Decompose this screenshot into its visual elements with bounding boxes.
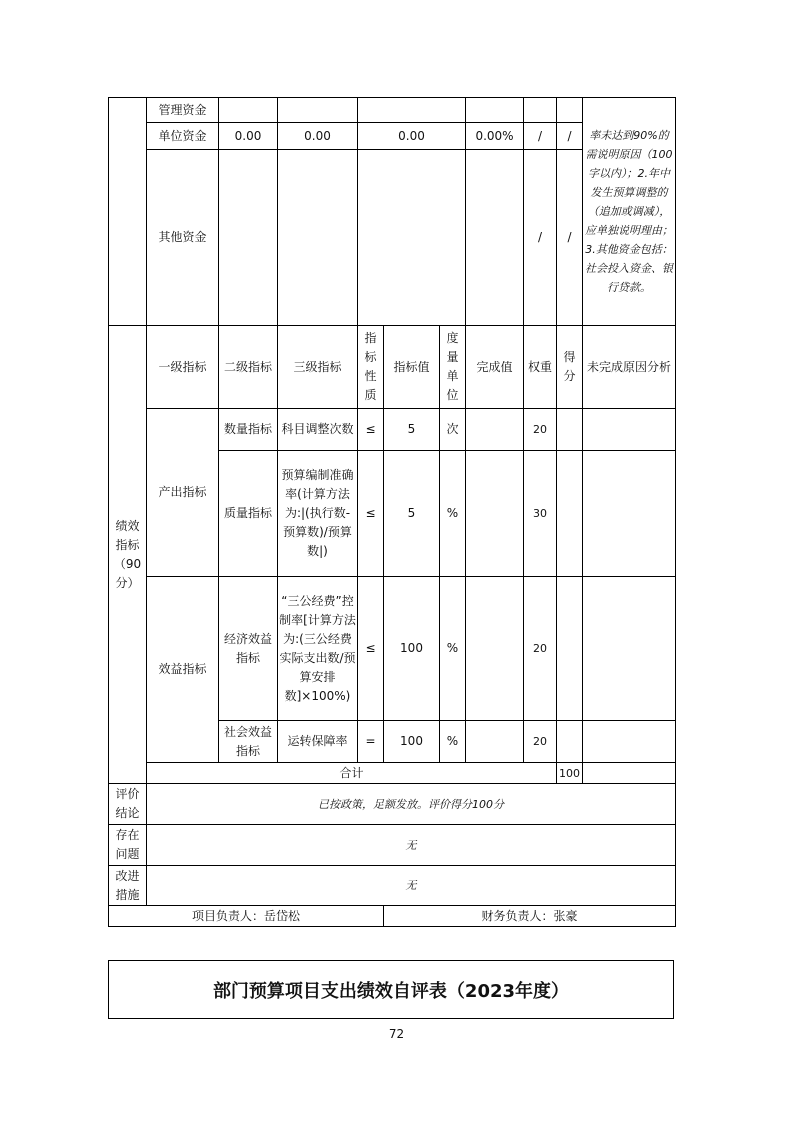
benefit-indicator-label: 效益指标 (147, 577, 219, 763)
row-nature: ≤ (358, 409, 384, 451)
row-done (466, 409, 524, 451)
header-value: 指标值 (384, 326, 440, 409)
row-level3: 预算编制准确率(计算方法为:|(执行数-预算数)/预算数|) (278, 451, 358, 577)
unit-funds-budget: 0.00 (219, 123, 278, 150)
issues-label: 存在问题 (109, 825, 147, 866)
row-nature: ≤ (358, 451, 384, 577)
row-value: 100 (384, 577, 440, 721)
issues-text: 无 (147, 825, 676, 866)
row-score (557, 577, 583, 721)
conclusion-label: 评价结论 (109, 784, 147, 825)
row-nature: ≤ (358, 577, 384, 721)
performance-table (108, 97, 676, 927)
row-weight: 20 (524, 409, 557, 451)
header-weight: 权重 (524, 326, 557, 409)
row-level3: “三公经费”控制率[计算方法为:(三公经费实际支出数/预算安排数]×100%) (278, 577, 358, 721)
row-level2: 经济效益指标 (219, 577, 278, 721)
row-unit: % (440, 577, 466, 721)
header-done: 完成值 (466, 326, 524, 409)
header-score: 得分 (557, 326, 583, 409)
row-unit: % (440, 721, 466, 763)
row-unit: % (440, 451, 466, 577)
row-level2: 质量指标 (219, 451, 278, 577)
row-score (557, 721, 583, 763)
project-lead: 项目负责人：岳岱松 (109, 906, 384, 927)
page-number: 72 (388, 1027, 405, 1041)
total-score (583, 763, 676, 784)
row-score (557, 409, 583, 451)
header-level1: 一级指标 (147, 326, 219, 409)
row-level3: 运转保障率 (278, 721, 358, 763)
row-done (466, 721, 524, 763)
row-level2: 数量指标 (219, 409, 278, 451)
row-reason (583, 451, 676, 577)
row-value: 100 (384, 721, 440, 763)
row-weight: 20 (524, 721, 557, 763)
unit-funds-weight: / (524, 123, 557, 150)
row-score (557, 451, 583, 577)
row-reason (583, 721, 676, 763)
header-reason: 未完成原因分析 (583, 326, 676, 409)
improve-text: 无 (147, 866, 676, 906)
finance-lead: 财务负责人：张豪 (384, 906, 676, 927)
output-indicator-label: 产出指标 (147, 409, 219, 577)
row-weight: 20 (524, 577, 557, 721)
other-funds-score: / (557, 150, 583, 326)
row-weight: 30 (524, 451, 557, 577)
total-weight: 100 (557, 763, 583, 784)
header-level3: 三级指标 (278, 326, 358, 409)
unit-funds-rate: 0.00% (466, 123, 524, 150)
row-value: 5 (384, 409, 440, 451)
row-unit: 次 (440, 409, 466, 451)
row-value: 5 (384, 451, 440, 577)
unit-funds-full-year: 0.00 (278, 123, 358, 150)
unit-funds-executed: 0.00 (358, 123, 466, 150)
row-done (466, 577, 524, 721)
header-unit: 度量单位 (440, 326, 466, 409)
funds-note: 率未达到90%的需说明原因（100字以内）；2.年中发生预算调整的（追加或调减），应单独说明理由；3.其他资金包括：社会投入资金、银行贷款。 (583, 98, 676, 326)
other-funds-weight: / (524, 150, 557, 326)
row-reason (583, 409, 676, 451)
row-reason (583, 577, 676, 721)
row-done (466, 451, 524, 577)
row-nature: = (358, 721, 384, 763)
unit-funds-score: / (557, 123, 583, 150)
unit-funds-label: 单位资金 (147, 123, 219, 150)
manage-funds-label: 管理资金 (147, 98, 219, 123)
indicator-section-label: 绩效指标（90分） (109, 326, 147, 784)
row-level2: 社会效益指标 (219, 721, 278, 763)
next-table-title: 部门预算项目支出绩效自评表（2023年度） (108, 960, 674, 1019)
row-level3: 科目调整次数 (278, 409, 358, 451)
header-level2: 二级指标 (219, 326, 278, 409)
funds-blank-cell (109, 98, 147, 326)
conclusion-text: 已按政策，足额发放。评价得分100分 (147, 784, 676, 825)
improve-label: 改进措施 (109, 866, 147, 906)
other-funds-label: 其他资金 (147, 150, 219, 326)
header-nature: 指标性质 (358, 326, 384, 409)
total-label: 合计 (147, 763, 557, 784)
